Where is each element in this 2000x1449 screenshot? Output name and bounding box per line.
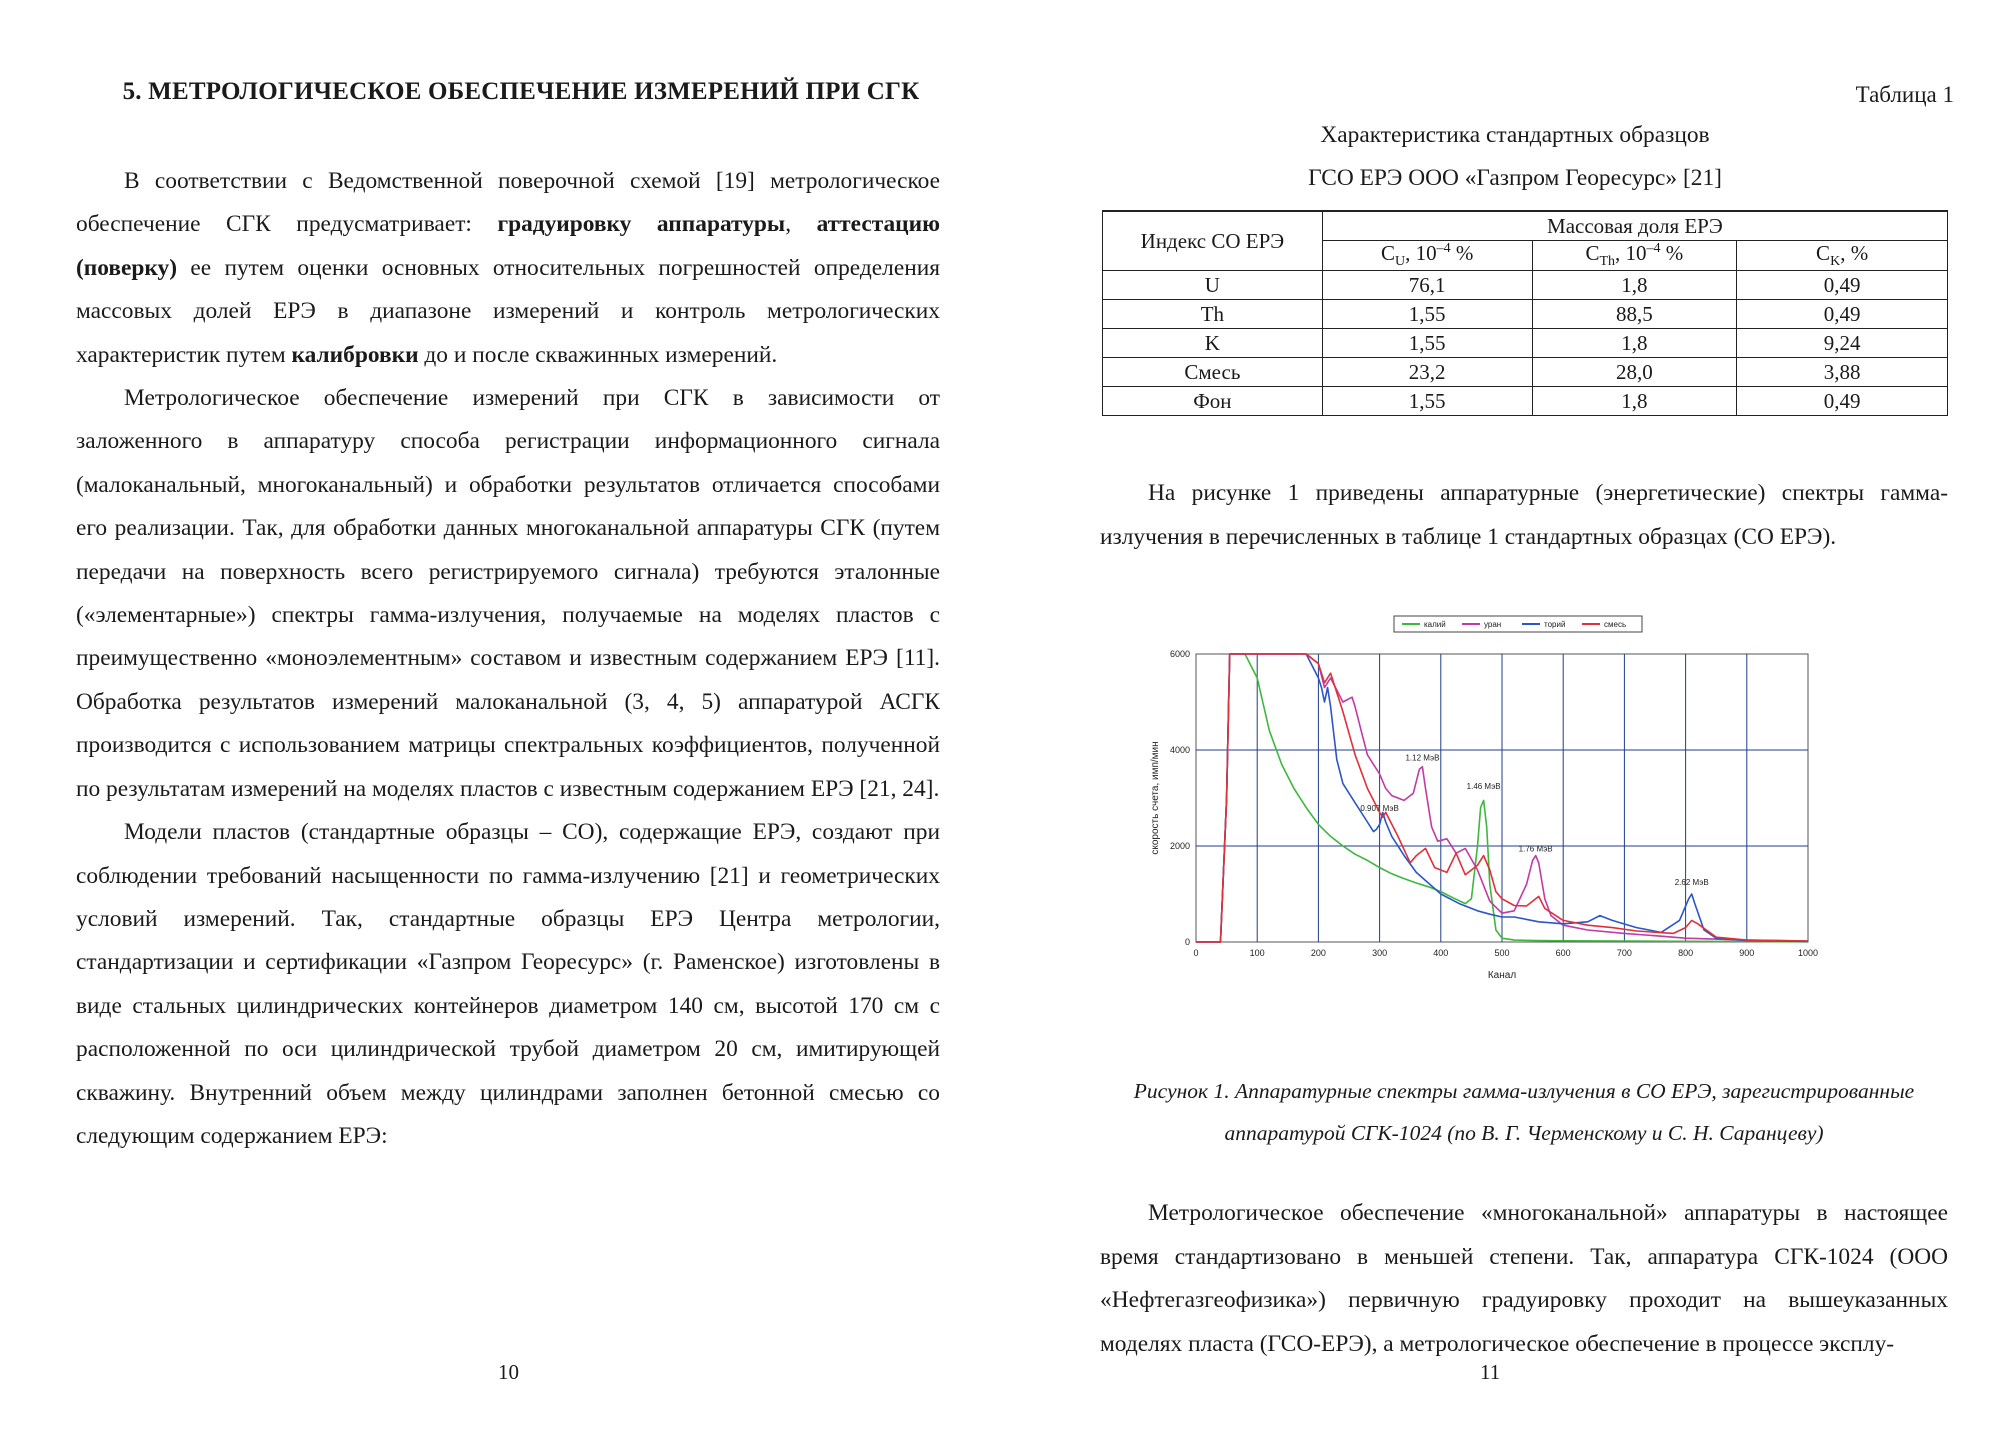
table-cell: 23,2	[1322, 358, 1532, 387]
bold-term: калибровки	[291, 341, 419, 368]
text-run: В соответствии с Ведомственной поверочной схемой [19] метрологическое обеспечение СГК предусматривает:	[76, 168, 940, 238]
legend-label: уран	[1484, 620, 1502, 629]
table-cell: 1,55	[1322, 300, 1532, 329]
bottom-paragraph-text: Метрологическое обеспечение «многоканальной» аппаратуры в настоящее время стандартизовано в меньшей степени. Так, аппаратура СГК-1024 (ООО «Нефтегазгеофизика») первичную градуировку проходит на вышеуказанных моделях пласта (ГСО-ЕРЭ), а метрологическое обеспечение в процессе эксплу-	[1100, 1200, 1948, 1357]
table-cell: 9,24	[1737, 329, 1948, 358]
table-body	[1103, 271, 1948, 416]
table-caption-line-2: ГСО ЕРЭ ООО «Газпром Георесурс» [21]	[1308, 165, 1722, 191]
text-run: до и после скважинных измерений.	[418, 341, 778, 368]
table-cell: 0,49	[1737, 300, 1948, 329]
table-number: Таблица 1	[1855, 82, 1954, 107]
figure-caption: Рисунок 1. Аппаратурные спектры гамма-излучения в СО ЕРЭ, зарегистрированные аппаратурой СГК-1024 (по В. Г. Черменскому и С. Н. Саранцеву)	[1133, 1079, 1915, 1145]
table-column-header: $C_K$, %	[1737, 241, 1948, 271]
table-cell: 0,49	[1737, 387, 1948, 416]
peak-label: 1.12 МэВ	[1405, 753, 1440, 763]
table-row-label: K	[1103, 329, 1323, 358]
x-tick-label: 400	[1433, 948, 1449, 958]
bottom-paragraph	[1100, 1192, 1948, 1366]
table-row	[1103, 271, 1948, 300]
table-group-header: Массовая доля ЕРЭ	[1322, 211, 1947, 241]
page-number-left: 10	[498, 1360, 519, 1384]
x-tick-label: 600	[1555, 948, 1571, 958]
table-row	[1103, 358, 1948, 387]
table-row-label: Th	[1103, 300, 1323, 329]
y-tick-label: 6000	[1169, 649, 1190, 659]
peak-label: 1.76 МэВ	[1518, 844, 1553, 854]
table-row	[1103, 329, 1948, 358]
x-tick-label: 100	[1249, 948, 1265, 958]
table-cell: 28,0	[1532, 358, 1737, 387]
standards-table	[1102, 210, 1948, 416]
table-index-header: Индекс СО ЕРЭ	[1103, 211, 1323, 271]
figure-intro-text: На рисунке 1 приведены аппаратурные (энергетические) спектры гамма-излучения в перечисленных в таблице 1 стандартных образцах (СО ЕРЭ).	[1100, 480, 1948, 550]
table-column-header: $C_{Th}$, $10^{-4}$ %	[1532, 241, 1737, 271]
x-tick-label: 300	[1372, 948, 1388, 958]
bold-term: градуировку аппаратуры	[497, 211, 786, 238]
table-row-label: U	[1103, 271, 1323, 300]
table-cell: 76,1	[1322, 271, 1532, 300]
right-page	[1000, 0, 2000, 1449]
spectra-chart-svg	[1110, 610, 1950, 1060]
peak-label: 2.62 МэВ	[1674, 878, 1709, 888]
text-run: ее путем оценки основных относительных погрешностей определения массовых долей ЕРЭ в диапазоне измерений и контроль метрологических характеристик путем	[76, 254, 940, 368]
body-paragraph	[76, 811, 940, 1158]
left-body-text	[76, 160, 940, 1158]
body-paragraph	[76, 160, 940, 377]
x-tick-label: 1000	[1797, 948, 1819, 958]
spectra-chart	[1110, 610, 1950, 1065]
x-axis-label: Канал	[1487, 970, 1517, 981]
table-row-label: Фон	[1103, 387, 1323, 416]
legend-label: смесь	[1604, 620, 1627, 629]
text-run: Модели пластов (стандартные образцы – СО), содержащие ЕРЭ, создают при соблюдении требований насыщенности по гамма-излучению [21] и геометрических условий измерений. Так, стандартные образцы ЕРЭ Центра метрологии, стандартизации и сертификации «Газпром Георесурс» (г. Раменское) изготовлены в виде стальных цилиндрических контейнеров диаметром 140 см, высотой 170 см с расположенной по оси цилиндрической трубой диаметром 20 см, имитирующей скважину. Внутренний объем между цилиндрами заполнен бетонной смесью со следующим содержанием ЕРЭ:	[76, 819, 940, 1149]
y-axis-label: скорость счета, имп/мин	[1150, 741, 1161, 855]
page-number-right: 11	[1480, 1360, 1501, 1384]
body-paragraph	[76, 377, 940, 811]
peak-label: 0.907 МэВ	[1360, 803, 1399, 813]
legend-label: калий	[1424, 620, 1446, 629]
table-cell: 1,8	[1532, 329, 1737, 358]
table-cell: 0,49	[1737, 271, 1948, 300]
table-row	[1103, 387, 1948, 416]
table-cell: 88,5	[1532, 300, 1737, 329]
x-tick-label: 0	[1193, 948, 1199, 958]
x-tick-label: 700	[1616, 948, 1632, 958]
table-caption-line-1: Характеристика стандартных образцов	[1320, 122, 1710, 148]
table-cell: 3,88	[1737, 358, 1948, 387]
table-cell: 1,55	[1322, 387, 1532, 416]
x-tick-label: 900	[1739, 948, 1755, 958]
table-row-label: Смесь	[1103, 358, 1323, 387]
legend-label: торий	[1544, 620, 1566, 629]
table-cell: 1,55	[1322, 329, 1532, 358]
text-run: Метрологическое обеспечение измерений при СГК в зависимости от заложенного в аппаратуру способа регистрации информационного сигнала (малоканальный, многоканальный) и обработки результатов отличается способами его реализации. Так, для обработки данных многоканальной аппаратуры СГК (путем передачи на поверхность всего регистрируемого сигнала) требуются эталонные («элементарные») спектры гамма-излучения, получаемые на моделях пластов с преимущественно «моноэлементным» составом и известным содержанием ЕРЭ [11]. Обработка результатов измерений малоканальной (3, 4, 5) аппаратурой АСГК производится с использованием матрицы спектральных коэффициентов, полученной по результатам измерений на моделях пластов с известным содержанием ЕРЭ [21, 24].	[76, 385, 940, 802]
figure-intro-paragraph	[1100, 472, 1948, 559]
x-tick-label: 800	[1678, 948, 1694, 958]
y-tick-label: 2000	[1169, 841, 1190, 851]
y-tick-label: 4000	[1169, 745, 1190, 755]
y-tick-label: 0	[1184, 937, 1190, 947]
text-run: ,	[785, 211, 817, 238]
x-tick-label: 200	[1310, 948, 1326, 958]
section-heading: 5. МЕТРОЛОГИЧЕСКОЕ ОБЕСПЕЧЕНИЕ ИЗМЕРЕНИЙ ПРИ СГК	[122, 78, 920, 105]
table-cell: 1,8	[1532, 271, 1737, 300]
table-cell: 1,8	[1532, 387, 1737, 416]
peak-label: 1.46 МэВ	[1466, 782, 1501, 792]
table-row	[1103, 300, 1948, 329]
bold-term: аттестацию (поверку)	[76, 211, 941, 281]
table-column-header: $C_U$, $10^{-4}$ %	[1322, 241, 1532, 271]
x-tick-label: 500	[1494, 948, 1510, 958]
